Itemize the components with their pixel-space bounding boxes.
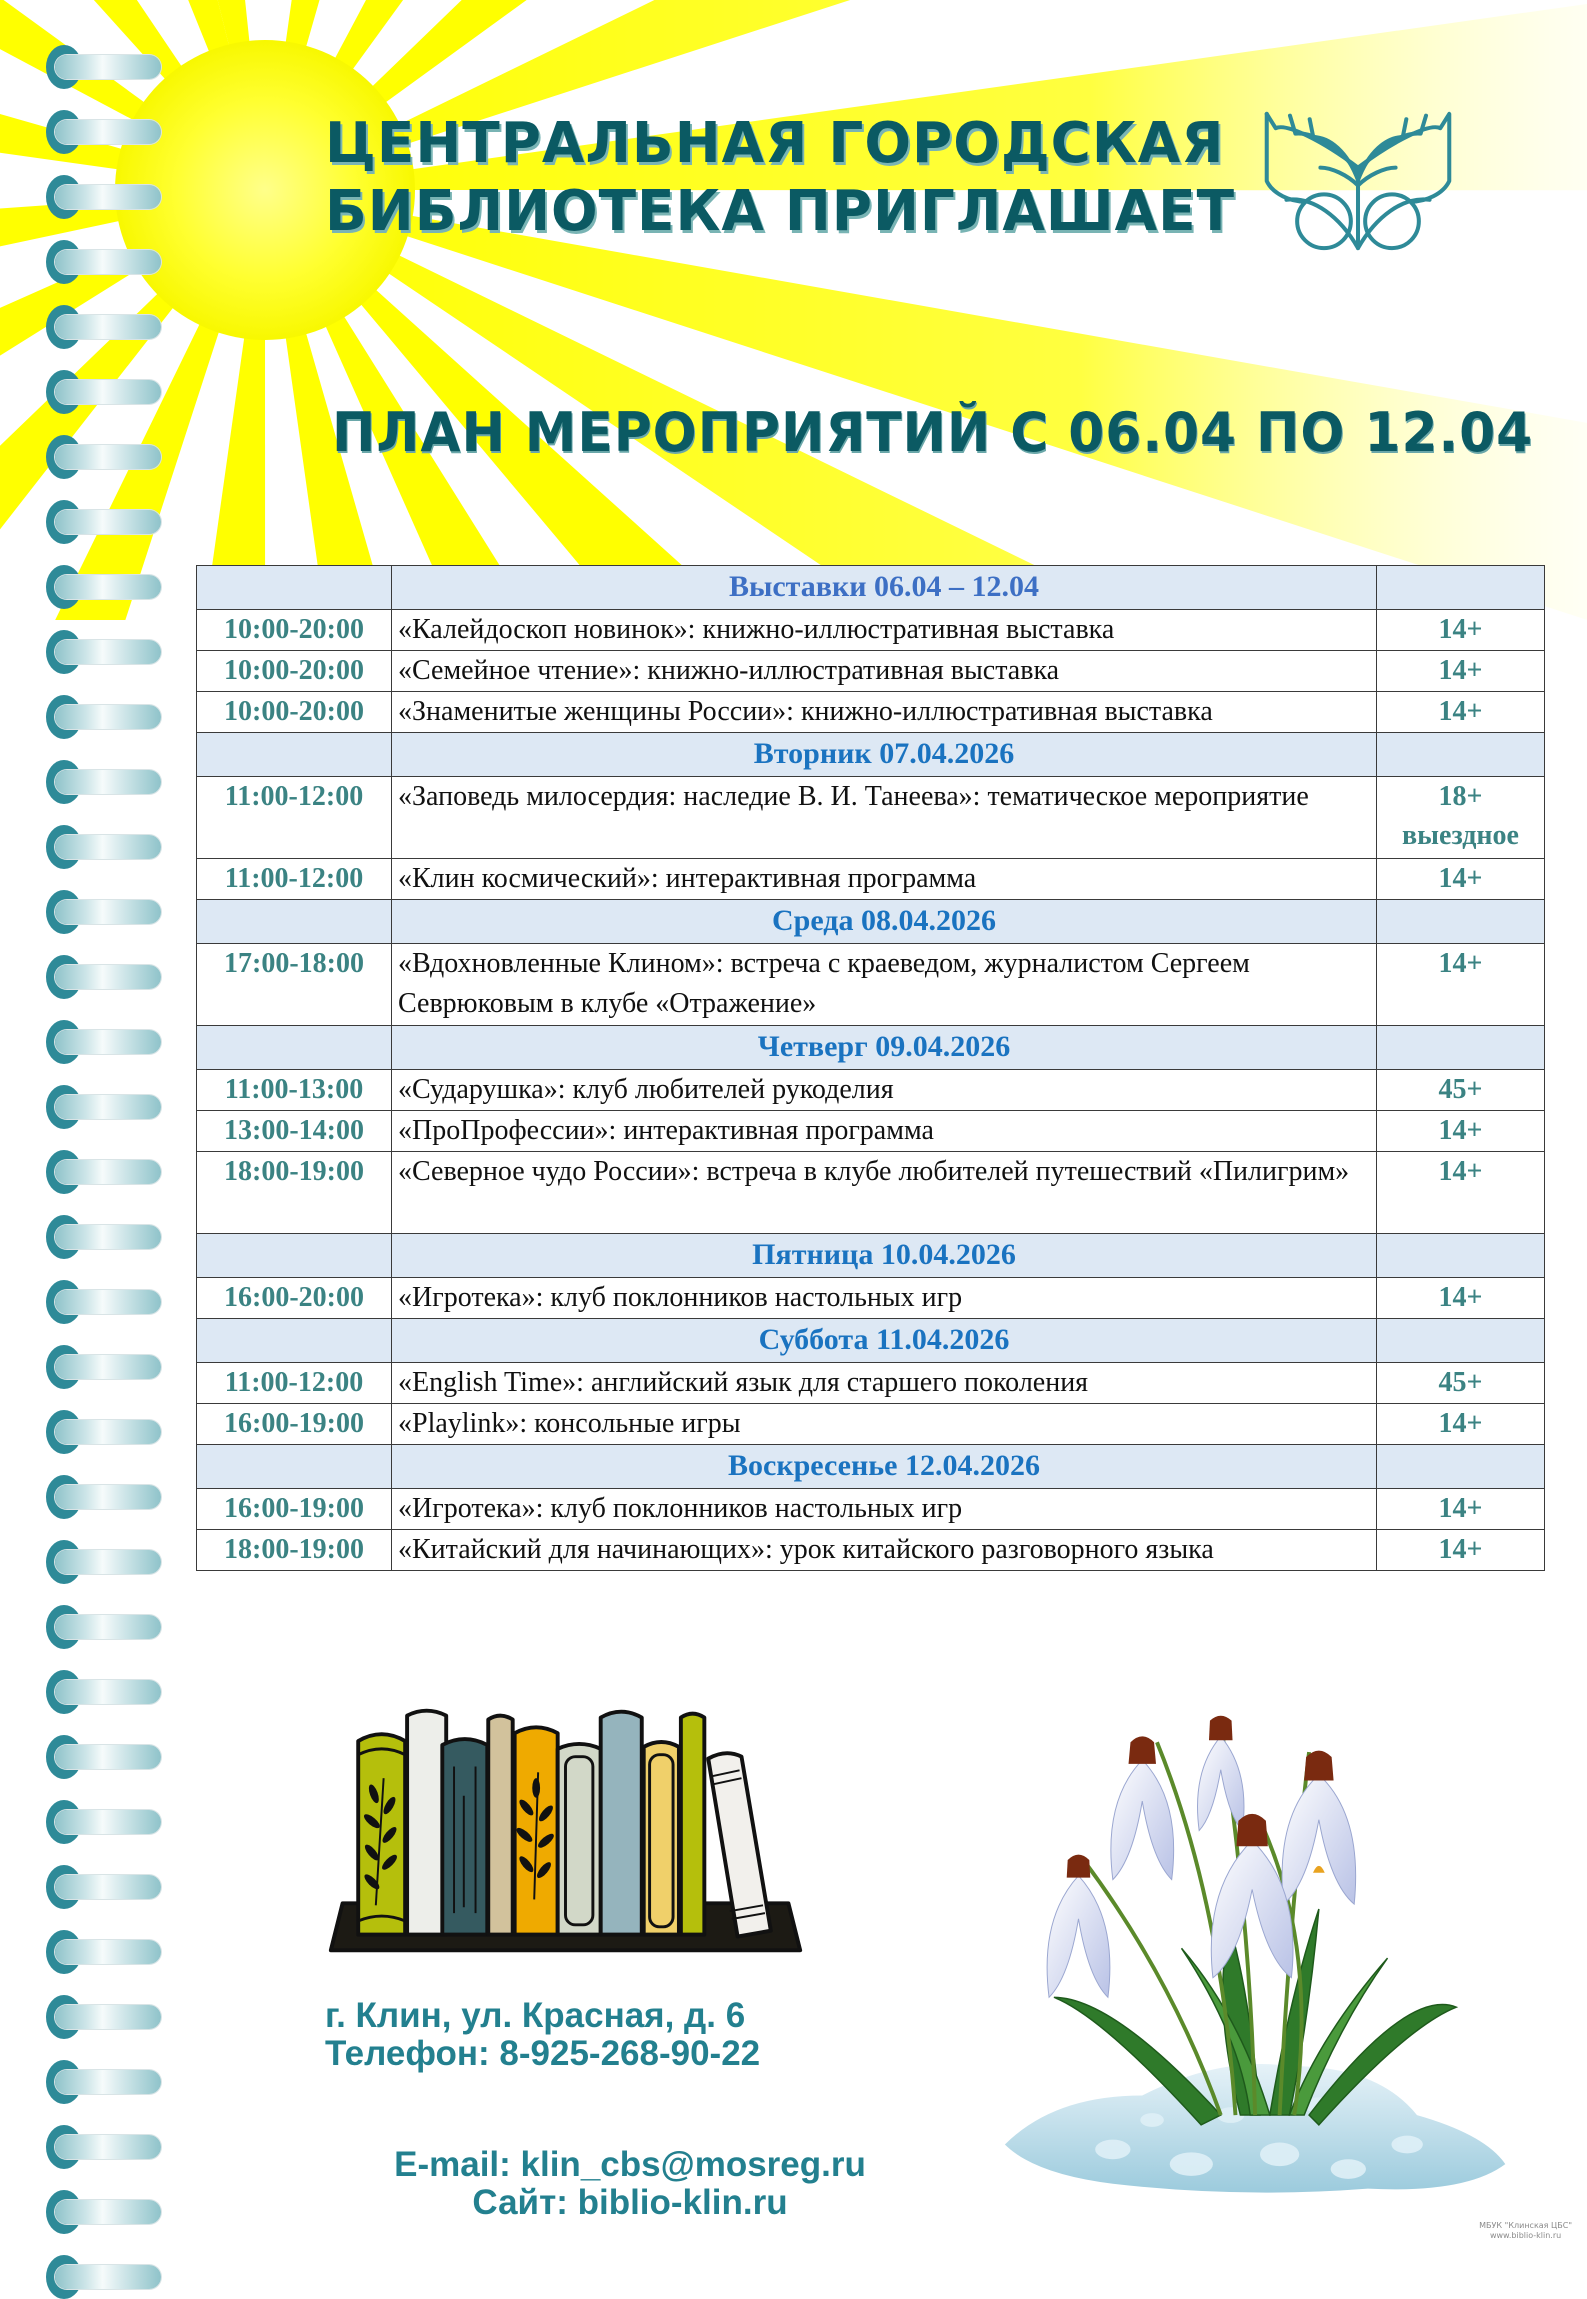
event-row <box>197 651 1545 692</box>
spiral-ring-icon <box>46 760 161 804</box>
section-header-age-cell <box>1377 1026 1545 1070</box>
section-header-age-cell <box>1377 733 1545 777</box>
event-age-cell <box>1377 1152 1545 1234</box>
event-description: «Игротека»: клуб поклонников настольных игр <box>392 1278 1377 1319</box>
event-row <box>197 1404 1545 1445</box>
event-age-cell <box>1377 1489 1545 1530</box>
spiral-ring-icon <box>46 1995 161 2039</box>
spiral-ring-icon <box>46 1800 161 1844</box>
event-description: «Клин космический»: интерактивная программа <box>392 859 1377 900</box>
spiral-ring-icon <box>46 435 161 479</box>
event-time: 11:00-13:00 <box>197 1070 392 1111</box>
spiral-ring-icon <box>46 1085 161 1129</box>
spiral-ring-icon <box>46 45 161 89</box>
section-header-age-cell <box>1377 566 1545 610</box>
event-note: выездное <box>1402 820 1519 851</box>
section-header-row <box>197 1234 1545 1278</box>
spiral-ring-icon <box>46 1475 161 1519</box>
spiral-ring-icon <box>46 1215 161 1259</box>
spiral-ring-icon <box>46 500 161 544</box>
event-row <box>197 610 1545 651</box>
spiral-ring-icon <box>46 1020 161 1064</box>
event-time: 18:00-19:00 <box>197 1530 392 1571</box>
event-age-rating: 14+ <box>1438 1408 1483 1439</box>
event-age-rating: 14+ <box>1438 1156 1483 1187</box>
event-age-rating: 14+ <box>1438 655 1483 686</box>
event-age-cell <box>1377 651 1545 692</box>
event-row <box>197 944 1545 1026</box>
section-header-time-cell <box>197 900 392 944</box>
event-age-cell <box>1377 944 1545 1026</box>
event-time: 10:00-20:00 <box>197 651 392 692</box>
section-header-time-cell <box>197 566 392 610</box>
spiral-ring-icon <box>46 1150 161 1194</box>
section-title: Воскресенье 12.04.2026 <box>392 1445 1377 1489</box>
event-time: 16:00-19:00 <box>197 1489 392 1530</box>
event-time: 16:00-19:00 <box>197 1404 392 1445</box>
event-description: «ПроПрофессии»: интерактивная программа <box>392 1111 1377 1152</box>
spiral-ring-icon <box>46 1345 161 1389</box>
event-age-rating: 14+ <box>1438 948 1483 979</box>
event-description: «Сударушка»: клуб любителей рукоделия <box>392 1070 1377 1111</box>
section-header-row <box>197 1319 1545 1363</box>
spiral-ring-icon <box>46 890 161 934</box>
event-description: «Заповедь милосердия: наследие В. И. Танеева»: тематическое мероприятие <box>392 777 1377 859</box>
section-title: Четверг 09.04.2026 <box>392 1026 1377 1070</box>
event-row <box>197 1489 1545 1530</box>
event-age-rating: 45+ <box>1438 1074 1483 1105</box>
event-age-cell <box>1377 692 1545 733</box>
spiral-ring-icon <box>46 2190 161 2234</box>
event-age-rating: 14+ <box>1438 696 1483 727</box>
watermark-url: www.biblio-klin.ru <box>1489 2231 1562 2240</box>
spiral-ring-icon <box>46 370 161 414</box>
event-age-rating: 14+ <box>1438 1115 1483 1146</box>
spiral-ring-icon <box>46 1410 161 1454</box>
event-time: 16:00-20:00 <box>197 1278 392 1319</box>
bookshelf-illustration-icon <box>318 1698 813 1962</box>
event-age-cell <box>1377 1404 1545 1445</box>
event-age-rating: 18+ <box>1438 781 1483 812</box>
event-time: 18:00-19:00 <box>197 1152 392 1234</box>
event-row <box>197 1070 1545 1111</box>
address-text: г. Клин, ул. Красная, д. 6 <box>325 1996 746 2035</box>
section-header-age-cell <box>1377 1234 1545 1278</box>
event-time: 10:00-20:00 <box>197 610 392 651</box>
event-description: «Знаменитые женщины России»: книжно-иллюстративная выставка <box>392 692 1377 733</box>
section-header-time-cell <box>197 1319 392 1363</box>
open-book-owl-logo-icon <box>1248 96 1468 266</box>
section-title: Пятница 10.04.2026 <box>392 1234 1377 1278</box>
event-age-cell <box>1377 1363 1545 1404</box>
event-description: «Playlink»: консольные игры <box>392 1404 1377 1445</box>
spiral-ring-icon <box>46 240 161 284</box>
event-description: «Калейдоскоп новинок»: книжно-иллюстративная выставка <box>392 610 1377 651</box>
event-row <box>197 777 1545 859</box>
event-age-cell <box>1377 859 1545 900</box>
event-description: «Китайский для начинающих»: урок китайского разговорного языка <box>392 1530 1377 1571</box>
event-description: «Северное чудо России»: встреча в клубе любителей путешествий «Пилигрим» <box>392 1152 1377 1234</box>
event-age-rating: 14+ <box>1438 863 1483 894</box>
event-age-rating: 14+ <box>1438 1282 1483 1313</box>
watermark-org: МБУК "Клинская ЦБС" <box>1479 2221 1572 2230</box>
event-age-cell <box>1377 610 1545 651</box>
notebook-spiral-icon <box>0 0 170 2245</box>
spiral-ring-icon <box>46 175 161 219</box>
email-link[interactable]: E-mail: klin_cbs@mosreg.ru <box>394 2145 866 2184</box>
phone-text: Телефон: 8-925-268-90-22 <box>325 2034 761 2073</box>
spiral-ring-icon <box>46 1280 161 1324</box>
section-header-time-cell <box>197 1445 392 1489</box>
event-description: «Вдохновленные Клином»: встреча с краеведом, журналистом Сергеем Севрюковым в клубе «Отражение» <box>392 944 1377 1026</box>
event-row <box>197 859 1545 900</box>
spiral-ring-icon <box>46 1735 161 1779</box>
event-row <box>197 1111 1545 1152</box>
event-time: 17:00-18:00 <box>197 944 392 1026</box>
spiral-ring-icon <box>46 1865 161 1909</box>
section-header-row <box>197 733 1545 777</box>
section-header-row <box>197 1026 1545 1070</box>
section-header-age-cell <box>1377 1319 1545 1363</box>
section-header-time-cell <box>197 1234 392 1278</box>
event-age-cell <box>1377 777 1545 859</box>
spiral-ring-icon <box>46 1930 161 1974</box>
spiral-ring-icon <box>46 1670 161 1714</box>
event-age-cell <box>1377 1111 1545 1152</box>
contact-address-block <box>325 1997 760 2073</box>
event-time: 13:00-14:00 <box>197 1111 392 1152</box>
event-age-cell <box>1377 1530 1545 1571</box>
page-title <box>325 110 1235 246</box>
title-line-1: ЦЕНТРАЛЬНАЯ ГОРОДСКАЯ <box>325 111 1225 176</box>
event-time: 11:00-12:00 <box>197 859 392 900</box>
section-title: Суббота 11.04.2026 <box>392 1319 1377 1363</box>
section-header-time-cell <box>197 733 392 777</box>
section-header-age-cell <box>1377 900 1545 944</box>
website-link[interactable]: Сайт: biblio-klin.ru <box>472 2183 788 2222</box>
spiral-ring-icon <box>46 2125 161 2169</box>
event-age-cell <box>1377 1070 1545 1111</box>
section-header-age-cell <box>1377 1445 1545 1489</box>
section-title: Вторник 07.04.2026 <box>392 733 1377 777</box>
spiral-ring-icon <box>46 825 161 869</box>
event-age-rating: 14+ <box>1438 614 1483 645</box>
event-row <box>197 1152 1545 1234</box>
section-header-row <box>197 900 1545 944</box>
spiral-ring-icon <box>46 955 161 999</box>
sun-rays-icon <box>0 0 1587 620</box>
spiral-ring-icon <box>46 1605 161 1649</box>
spiral-ring-icon <box>46 695 161 739</box>
event-description: «Игротека»: клуб поклонников настольных игр <box>392 1489 1377 1530</box>
snowdrops-illustration-icon <box>995 1703 1525 2223</box>
spiral-ring-icon <box>46 1540 161 1584</box>
spiral-ring-icon <box>46 2255 161 2299</box>
event-description: «English Time»: английский язык для старшего поколения <box>392 1363 1377 1404</box>
events-schedule-table <box>196 565 1545 1571</box>
spiral-ring-icon <box>46 110 161 154</box>
contact-online-block <box>330 2146 930 2222</box>
event-age-rating: 45+ <box>1438 1367 1483 1398</box>
spiral-ring-icon <box>46 630 161 674</box>
event-age-rating: 14+ <box>1438 1534 1483 1565</box>
event-description: «Семейное чтение»: книжно-иллюстративная выставка <box>392 651 1377 692</box>
event-time: 11:00-12:00 <box>197 777 392 859</box>
event-row <box>197 692 1545 733</box>
spiral-ring-icon <box>46 565 161 609</box>
section-header-row <box>197 1445 1545 1489</box>
event-row <box>197 1363 1545 1404</box>
event-age-rating: 14+ <box>1438 1493 1483 1524</box>
spiral-ring-icon <box>46 305 161 349</box>
section-title: Среда 08.04.2026 <box>392 900 1377 944</box>
watermark <box>1479 2221 1572 2241</box>
event-row <box>197 1278 1545 1319</box>
section-header-row <box>197 566 1545 610</box>
section-header-time-cell <box>197 1026 392 1070</box>
event-time: 10:00-20:00 <box>197 692 392 733</box>
section-title: Выставки 06.04 – 12.04 <box>392 566 1377 610</box>
title-line-2: БИБЛИОТЕКА ПРИГЛАШАЕТ <box>325 179 1236 244</box>
event-row <box>197 1530 1545 1571</box>
spiral-ring-icon <box>46 2060 161 2104</box>
schedule-period-heading: ПЛАН МЕРОПРИЯТИЙ С 06.04 ПО 12.04 <box>332 401 1534 464</box>
event-time: 11:00-12:00 <box>197 1363 392 1404</box>
event-age-cell <box>1377 1278 1545 1319</box>
